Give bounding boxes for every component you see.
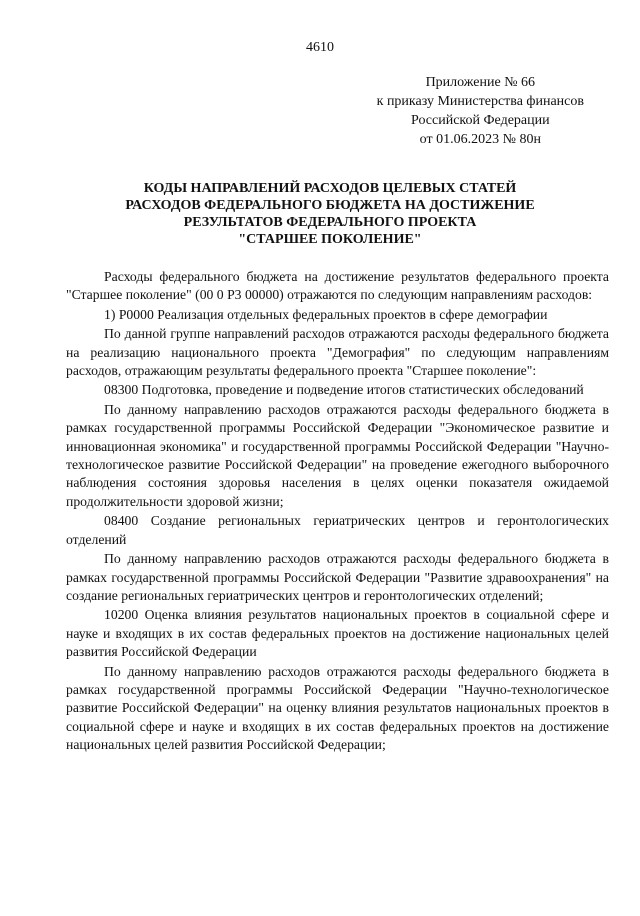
appendix-line: к приказу Министерства финансов <box>376 94 584 109</box>
paragraph: По данному направлению расходов отражаются расходы федерального бюджета в рамках государственной программы Российской Федерации "Экономическое развитие и инновационная экономика" и государственной программы Российской Федерации "Научно-технологическое развитие Российской Федерации" на проведение ежегодного выборочного наблюдения состояния здоровья населения в целях оценки показателя ожидаемой продолжительности здоровой жизни; <box>66 401 609 509</box>
paragraph: По данному направлению расходов отражаются расходы федерального бюджета в рамках государственной программы Российской Федерации "Научно-технологическое развитие Российской Федерации" на оценку влияния результатов национальных проектов в социальной сфере и науке и входящих в их состав федеральных проектов на достижение национальных целей развития Российской Федерации; <box>66 663 609 753</box>
paragraph-code-heading: 10200 Оценка влияния результатов национальных проектов в социальной сфере и науке и входящих в их состав федеральных проектов на достижение национальных целей развития Российской Федерации <box>66 607 609 660</box>
appendix-line: Российской Федерации <box>411 113 550 128</box>
appendix-reference <box>377 73 584 149</box>
title-line: "СТАРШЕЕ ПОКОЛЕНИЕ" <box>238 232 422 247</box>
paragraph-code-heading: 08400 Создание региональных гериатрических центров и геронтологических отделений <box>66 513 609 547</box>
title-line: КОДЫ НАПРАВЛЕНИЙ РАСХОДОВ ЦЕЛЕВЫХ СТАТЕЙ <box>143 181 517 196</box>
paragraph-code-heading: 08300 Подготовка, проведение и подведение итогов статистических обследований <box>104 382 584 398</box>
title-line: РЕЗУЛЬТАТОВ ФЕДЕРАЛЬНОГО ПРОЕКТА <box>183 215 477 230</box>
page-number: 4610 <box>306 40 334 55</box>
document-title <box>70 180 590 248</box>
paragraph: По данной группе направлений расходов отражаются расходы федерального бюджета на реализацию национального проекта "Демография" по следующим направлениям расходов, отражающим результаты федерального проекта "Старшее поколение": <box>66 326 609 379</box>
appendix-line: Приложение № 66 <box>425 75 536 90</box>
title-line: РАСХОДОВ ФЕДЕРАЛЬНОГО БЮДЖЕТА НА ДОСТИЖЕНИЕ <box>125 198 535 213</box>
document-body <box>66 268 609 755</box>
paragraph-group-heading: 1) Р0000 Реализация отдельных федеральных проектов в сфере демографии <box>104 306 548 322</box>
paragraph: По данному направлению расходов отражаются расходы федерального бюджета в рамках государственной программы Российской Федерации "Развитие здравоохранения" на создание региональных гериатрических центров и геронтологических отделений; <box>66 551 609 603</box>
paragraph-intro: Расходы федерального бюджета на достижение результатов федерального проекта "Старшее поколение" (00 0 Р3 00000) отражаются по следующим направлениям расходов: <box>66 269 609 303</box>
appendix-line: от 01.06.2023 № 80н <box>419 132 541 147</box>
